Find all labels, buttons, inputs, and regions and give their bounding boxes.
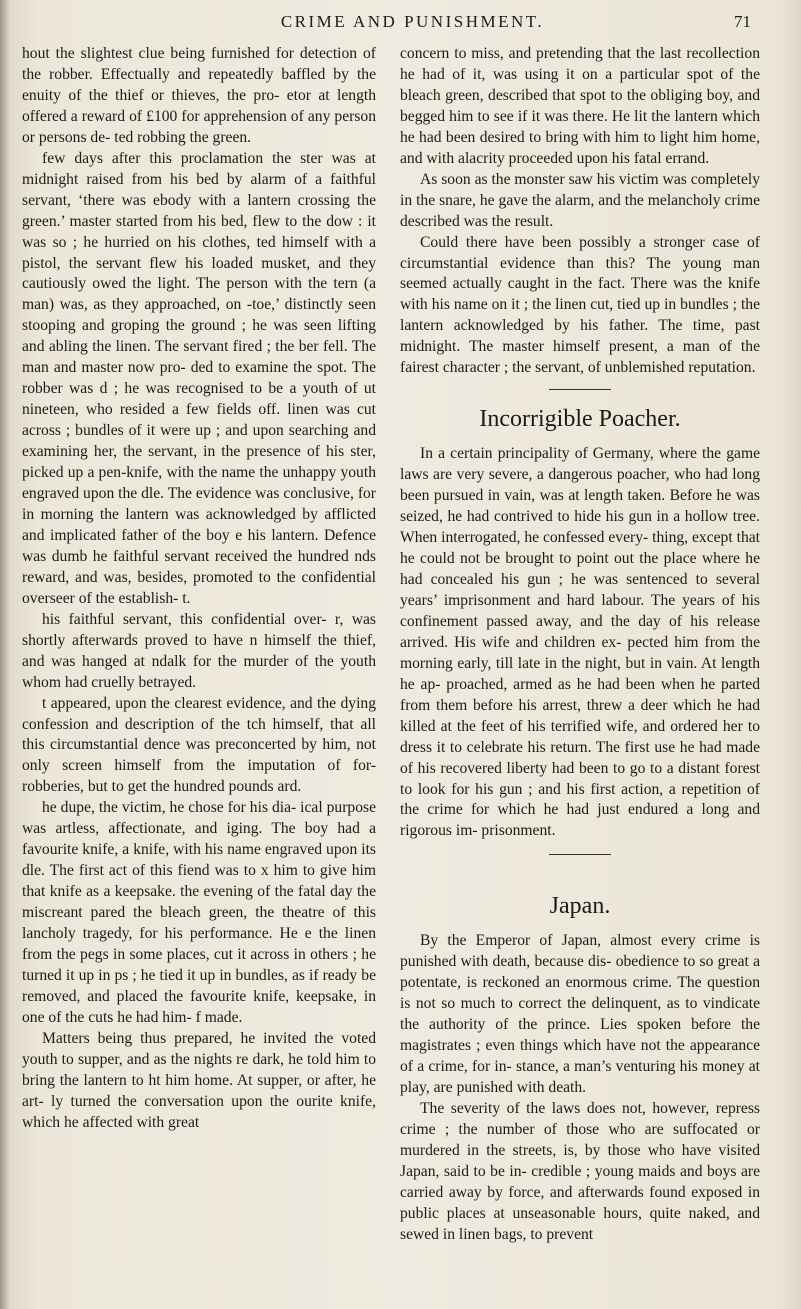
section-divider xyxy=(549,854,611,855)
paragraph: t appeared, upon the clearest evidence, and the dying confession and description of the tch himself, that all this circumstantial dence was preconcerted by him, not only screen himself from the imputation of for- robberies, but to get the hundred pounds ard. xyxy=(22,694,376,796)
paragraph: Matters being thus prepared, he invited the voted youth to supper, and as the nights re dark, he told him to bring the lantern to ht him home. At supper, or after, he art- ly turned the conversation upon the ourite knife, which he affected with great xyxy=(22,1029,376,1131)
page-gutter-shadow xyxy=(0,0,10,1309)
section-title-japan: Japan. xyxy=(549,893,611,920)
page-number: 71 xyxy=(734,12,751,31)
left-column xyxy=(22,44,376,1134)
paragraph: his faithful servant, this confidential over- r, was shortly afterwards proved to have n himself the thief, and was hanged at ndalk for the murder of the youth whom had cruelly betrayed. xyxy=(22,610,376,691)
paragraph: By the Emperor of Japan, almost every crime is punished with death, because dis- obedience to so great a potentate, is reckoned an enormous crime. The question is not so much to correct the delinquent, as to vindicate the authority of the prince. Lies spoken before the magistrates ; even things which have not the appearance of a crime, for in- stance, a man’s venturing his money at play, are punished with death. xyxy=(400,932,760,1097)
running-head: CRIME AND PUNISHMENT. xyxy=(280,12,545,31)
paragraph: hout the slightest clue being furnished for detection of the robber. Effectually and repeatedly baffled by the enuity of the thief or thieves, the pro- etor at length offered a reward of £100 for apprehension of any person or persons de- ted robbing the green. xyxy=(22,45,376,146)
paragraph: The severity of the laws does not, however, repress crime ; the number of those who are suffocated or murdered in the streets, is, by those who have visited Japan, said to be in- credible ; young maids and boys are carried away by force, and afterwards found exposed in public places at unseasonable hours, quite naked, and sewed in linen bags, to prevent xyxy=(400,1099,760,1243)
paragraph: few days after this proclamation the ster was at midnight raised from his bed by alarm of a faithful servant, ‘there was ebody with a lantern crossing the green.’ master started from his bed, flew to the dow : it was so ; he hurried on his clothes, ted himself with a pistol, the servant flew his loaded musket, and they cautiously owed the light. The person with the tern (a man) was, as they approached, on -toe,’ distinctly seen stooping and groping the ground ; he was seen lifting and abling the linen. The servant fired ; the ber fell. The man and master now pro- ded to examine the spot. The robber was d ; he was recognised to be a youth of ut nineteen, who resided a few fields off. linen was cut across ; bundles of it were up ; and upon searching and examining her, the servant, in the presence of his ster, picked up a pen-knife, with the name the unhappy youth engraved upon the dle. The evidence was conclusive, for in morning the lantern was acknowledged by afflicted and implicated father of the boy e his lantern. Defence was dumb he faithful servant received the hundred nds reward, and was, besides, promoted to the confidential overseer of the establish- t. xyxy=(22,149,376,607)
paragraph: Could there have been possibly a stronger case of circumstantial evidence than this? The young man seemed actually caught in the fact. There was the knife with his name on it ; the linen cut, tied up in bundles ; the lantern acknowledged by his father. The time, past midnight. The master himself present, a man of the fairest character ; the servant, of unblemished reputation. xyxy=(400,233,760,377)
paragraph: he dupe, the victim, he chose for his dia- ical purpose was artless, affectionate, and iging. The boy had a favourite knife, a knife, with his name engraved upon its dle. The first act of this fiend was to x him to give him that knife as a keepsake. the evening of the fatal day the miscreant pared the bleach green, the theatre of this lancholy tragedy, for his performance. He e the linen from the pegs in some places, cut it across in others ; he turned it up in ps ; he tied it up in bundles, as if ready be removed, and placed the favourite knife, keepsake, in one of the cuts he had him- f made. xyxy=(22,799,376,1026)
paragraph: concern to miss, and pretending that the last recollection he had of it, was using it on a particular spot of the bleach green, described that spot to the obliging boy, and begged him to see if it was there. He lit the lantern which he had been desired to bring with him to light him home, and with alacrity proceeded upon his fatal errand. xyxy=(400,45,760,167)
paragraph: As soon as the monster saw his victim was completely in the snare, he gave the alarm, and the melancholy crime described was the result. xyxy=(400,170,760,230)
page-header xyxy=(0,10,801,36)
right-column xyxy=(400,44,760,1246)
paragraph: In a certain principality of Germany, where the game laws are very severe, a dangerous poacher, who had long been pursued in vain, was at length taken. Before he was seized, he had contrived to hide his gun in a hollow tree. When interrogated, he confessed every- thing, except that he could not be brought to point out the place where he had concealed his gun ; he was sentenced to several years’ imprisonment and hard labour. The years of his confinement passed away, and the day of his release arrived. His wife and children ex- pected him from the morning early, till late in the night, but in vain. At length he ap- proached, armed as he had been when he parted from them before his arrest, threw a deer which he had killed at the feet of his terrified wife, and ordered her to dress it to celebrate his return. The first use he had made of his recovered liberty had been to go to a distant forest to look for his gun ; and his first action, a repetition of the crime for which he had just endured a long and rigorous im- prisonment. xyxy=(400,445,760,840)
section-divider xyxy=(549,389,611,390)
section-title-poacher: Incorrigible Poacher. xyxy=(479,406,681,433)
